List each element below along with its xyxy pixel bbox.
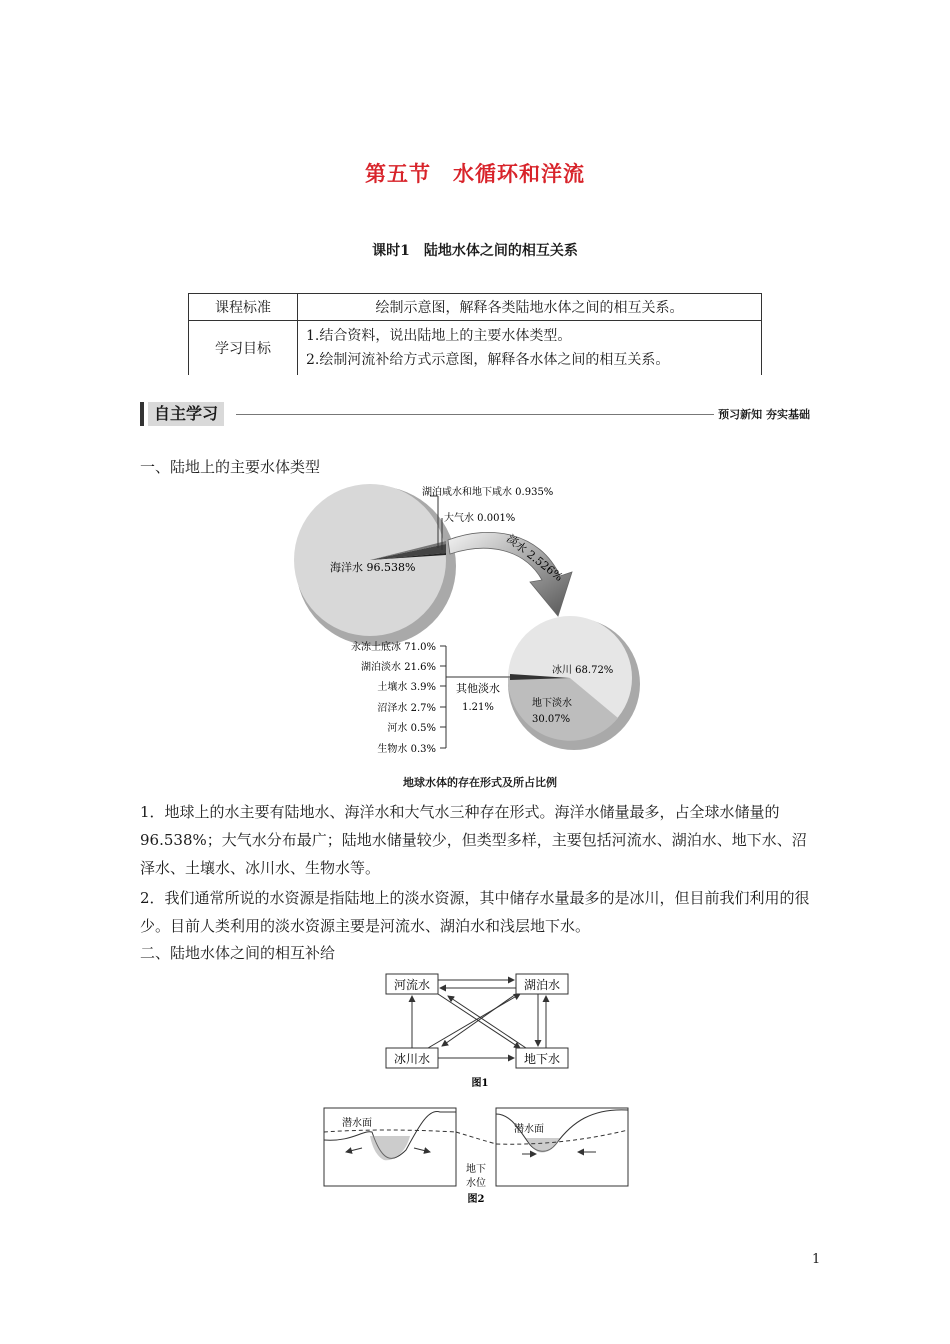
freshwater-pie <box>508 616 640 750</box>
river-water-label: 河水 0.5% <box>387 723 436 734</box>
water-table-label-left: 潜水面 <box>342 1118 372 1129</box>
ground-to-river-arrow <box>448 996 526 1048</box>
paragraph-2: 2．我们通常所说的水资源是指陆地上的淡水资源，其中储存水量最多的是冰川，但目前我们利用的很少。目前人类利用的淡水资源主要是河流水、湖泊水和浅层地下水。 <box>140 889 810 935</box>
water-table-diagram <box>322 1102 632 1206</box>
glacier-to-lake-arrow <box>428 994 520 1048</box>
section-bar <box>140 402 144 426</box>
groundwater-label: 地下水 <box>523 1052 561 1066</box>
gw-level-label-1: 地下 <box>466 1164 486 1175</box>
section-label: 自主学习 <box>148 402 224 426</box>
paragraph-1: 1．地球上的水主要有陆地水、海洋水和大气水三种存在形式。海洋水储量最多，占全球水储量的96.538%；大气水分布最广；陆地水储量较少，但类型多样，主要包括河流水、湖泊水、地下水、沼泽水、土壤水、冰川水、生物水等。 <box>140 803 807 877</box>
water-distribution-chart <box>290 478 670 778</box>
ocean-pie <box>294 484 456 646</box>
goal-item: 2.绘制河流补给方式示意图，解释各水体之间的相互关系。 <box>306 352 670 368</box>
lake-label: 湖泊水 <box>523 978 561 992</box>
lesson-subtitle: 课时1 陆地水体之间的相互关系 <box>372 243 578 259</box>
replenishment-diagram <box>380 968 600 1092</box>
soil-water-label: 土壤水 3.9% <box>377 682 436 693</box>
goals-header: 学习目标 <box>189 321 298 376</box>
glacier-label: 冰川 68.72% <box>552 665 614 676</box>
river-label: 河流水 <box>393 978 431 992</box>
fig2-caption: 图2 <box>467 1194 485 1205</box>
ocean-label: 海洋水 96.538% <box>330 561 416 574</box>
biological-water-label: 生物水 0.3% <box>377 744 436 755</box>
goal-item: 1.结合资料，说出陆地上的主要水体类型。 <box>306 328 572 344</box>
glacier-label: 冰川水 <box>393 1052 431 1066</box>
swamp-water-label: 沼泽水 2.7% <box>377 703 436 714</box>
groundwater-value: 30.07% <box>532 714 571 725</box>
gw-level-label-2: 水位 <box>466 1178 486 1189</box>
right-panel <box>496 1108 628 1186</box>
salt-lake-label: 湖泊咸水和地下咸水 0.935% <box>422 487 554 498</box>
standards-header: 课程标准 <box>189 294 298 321</box>
curriculum-table <box>188 293 762 375</box>
section-tagline: 预习新知 夯实基础 <box>718 408 810 421</box>
chart-caption-text: 地球水体的存在形式及所占比例 <box>403 776 557 789</box>
other-freshwater-label: 其他淡水 <box>456 682 500 695</box>
heading-replenishment: 二、陆地水体之间的相互补给 <box>140 944 336 962</box>
section-header <box>140 400 810 428</box>
atmosphere-label: 大气水 0.001% <box>444 513 516 524</box>
other-freshwater-value: 1.21% <box>462 702 494 713</box>
fig1-caption: 图1 <box>471 1078 489 1089</box>
page-title: 第五节 水循环和洋流 <box>365 161 585 186</box>
permafrost-label: 永冻土底冰 71.0% <box>351 642 436 653</box>
section-rule <box>236 414 714 415</box>
water-table-label-right: 潜水面 <box>514 1124 544 1135</box>
heading-water-types: 一、陆地上的主要水体类型 <box>140 458 321 476</box>
page-number: 1 <box>812 1252 821 1267</box>
groundwater-label: 地下淡水 <box>532 698 572 709</box>
freshwater-label: 淡水 2.526% <box>504 532 566 584</box>
freshwater-lake-label: 湖泊淡水 21.6% <box>361 662 436 673</box>
standards-text: 绘制示意图，解释各类陆地水体之间的相互关系。 <box>298 294 762 321</box>
